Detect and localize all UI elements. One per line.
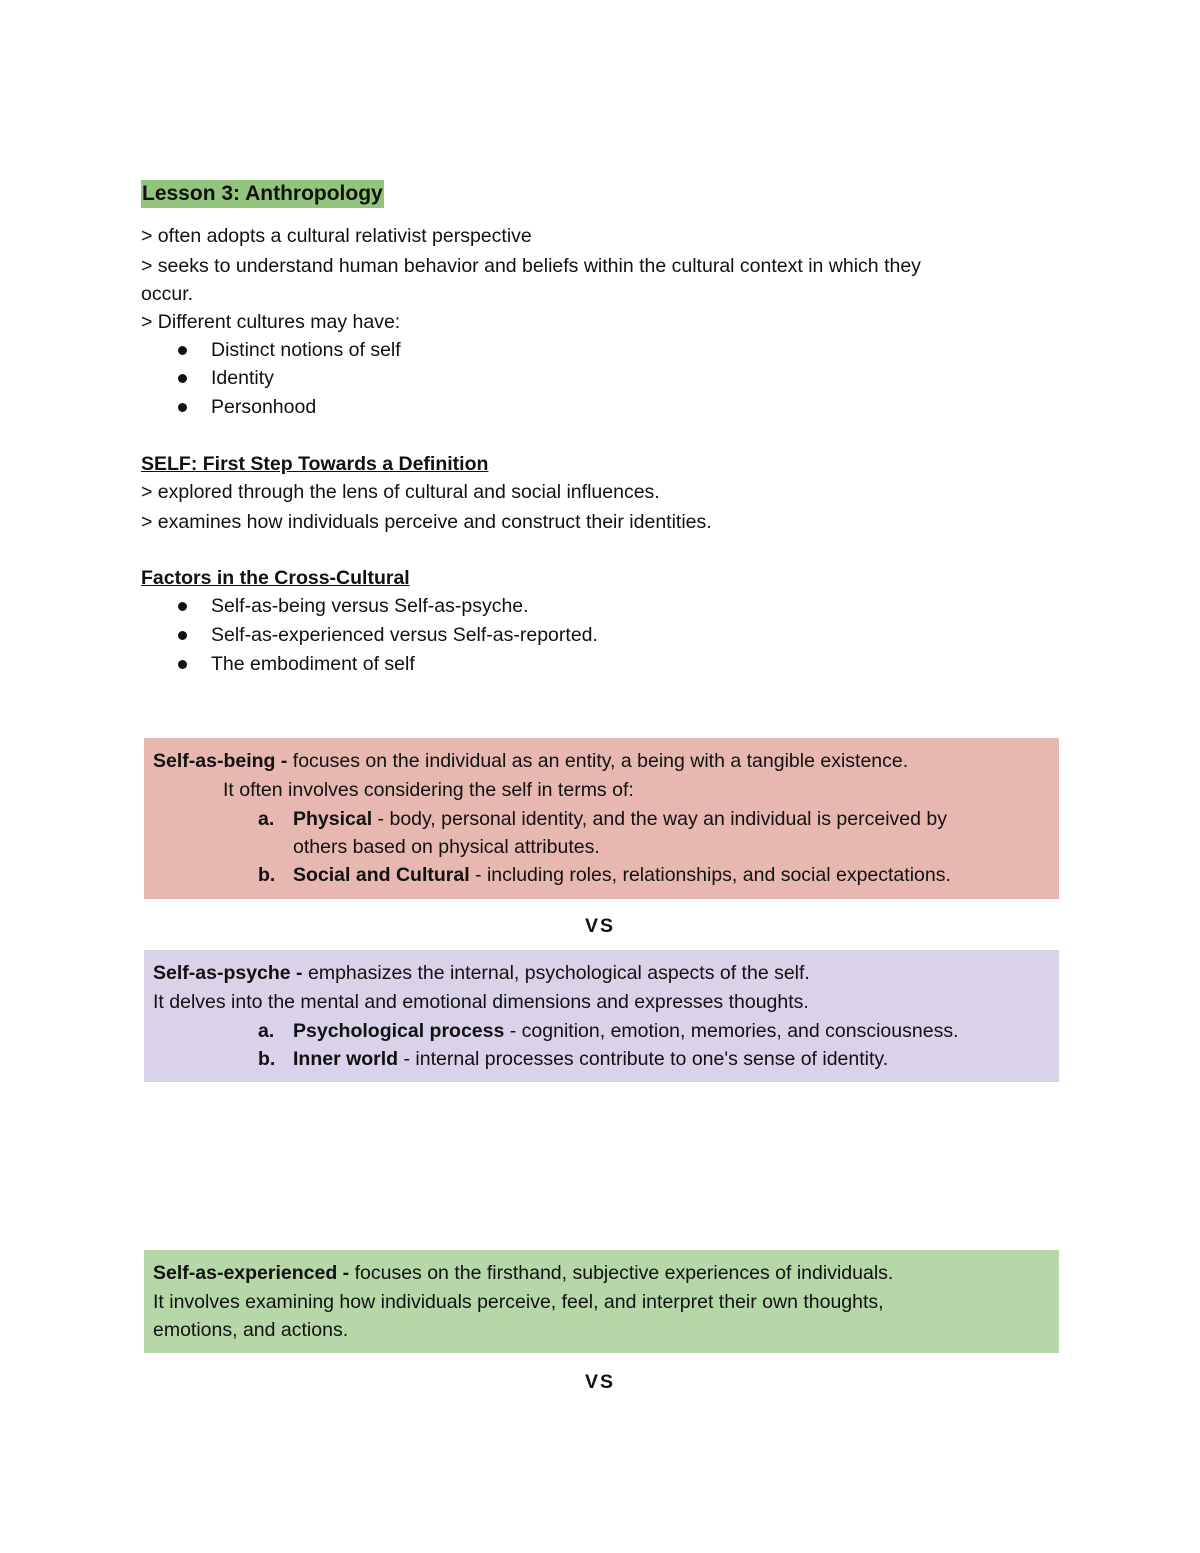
list-item: Distinct notions of self <box>211 339 401 361</box>
intro-line-2-cont: occur. <box>141 283 194 305</box>
section-heading-factors: Factors in the Cross-Cultural <box>141 567 410 589</box>
list-marker: a. <box>258 808 275 830</box>
section-heading-self: SELF: First Step Towards a Definition <box>141 453 489 475</box>
self-as-psyche-item-b <box>293 1045 888 1073</box>
term-description: focuses on the individual as an entity, a being with a tangible existence. <box>292 750 909 772</box>
self-as-being-item-a-cont: others based on physical attributes. <box>293 836 600 858</box>
self-as-experienced-line-2: It involves examining how individuals perceive, feel, and interpret their own thoughts, <box>153 1291 884 1313</box>
bullet-icon <box>178 602 187 611</box>
bullet-icon <box>178 374 187 383</box>
self-as-experienced-line-3: emotions, and actions. <box>153 1319 349 1341</box>
intro-line-3: > Different cultures may have: <box>141 311 401 333</box>
intro-line-2: > seeks to understand human behavior and beliefs within the cultural context in which they <box>141 255 921 277</box>
self-as-being-line-2: It often involves considering the self in terms of: <box>223 779 634 801</box>
self-as-psyche-line-2: It delves into the mental and emotional dimensions and expresses thoughts. <box>153 991 809 1013</box>
self-as-being-item-b <box>293 861 951 889</box>
bullet-icon <box>178 660 187 669</box>
term-description: emphasizes the internal, psychological aspects of the self. <box>307 962 810 984</box>
item-description: - including roles, relationships, and social expectations. <box>469 864 951 886</box>
self-as-psyche-item-a <box>293 1017 958 1045</box>
term-label: Self-as-psyche - <box>153 962 308 984</box>
self-as-being-line-1 <box>153 747 908 775</box>
self-as-experienced-box <box>144 1250 1059 1353</box>
bullet-icon <box>178 346 187 355</box>
bullet-icon <box>178 403 187 412</box>
list-marker: b. <box>258 1048 276 1070</box>
list-item: Identity <box>211 367 274 389</box>
list-item: Self-as-experienced versus Self-as-reported. <box>211 624 598 646</box>
intro-line-1: > often adopts a cultural relativist perspective <box>141 225 532 247</box>
item-term: Psychological process <box>293 1020 505 1042</box>
self-as-psyche-box <box>144 950 1059 1082</box>
self-line-2: > examines how individuals perceive and construct their identities. <box>141 511 712 533</box>
list-marker: a. <box>258 1020 275 1042</box>
self-line-1: > explored through the lens of cultural and social influences. <box>141 481 660 503</box>
page-title: Lesson 3: Anthropology <box>141 180 384 208</box>
list-item: Personhood <box>211 396 317 418</box>
term-label: Self-as-being - <box>153 750 293 772</box>
item-term: Physical <box>293 808 373 830</box>
bullet-icon <box>178 631 187 640</box>
self-as-being-item-a <box>293 805 947 833</box>
self-as-experienced-line-1 <box>153 1259 893 1287</box>
item-description: - body, personal identity, and the way an individual is perceived by <box>372 808 948 830</box>
list-item: The embodiment of self <box>211 653 415 675</box>
self-as-psyche-line-1 <box>153 959 810 987</box>
item-term: Social and Cultural <box>293 864 470 886</box>
vs-label: VS <box>584 915 615 937</box>
term-label: Self-as-experienced - <box>153 1262 355 1284</box>
list-item: Self-as-being versus Self-as-psyche. <box>211 595 529 617</box>
self-as-being-box <box>144 738 1059 899</box>
item-description: - internal processes contribute to one's sense of identity. <box>398 1048 889 1070</box>
vs-label: VS <box>584 1371 615 1393</box>
list-marker: b. <box>258 864 276 886</box>
term-description: focuses on the firsthand, subjective experiences of individuals. <box>354 1262 894 1284</box>
item-description: - cognition, emotion, memories, and consciousness. <box>504 1020 959 1042</box>
item-term: Inner world <box>293 1048 399 1070</box>
